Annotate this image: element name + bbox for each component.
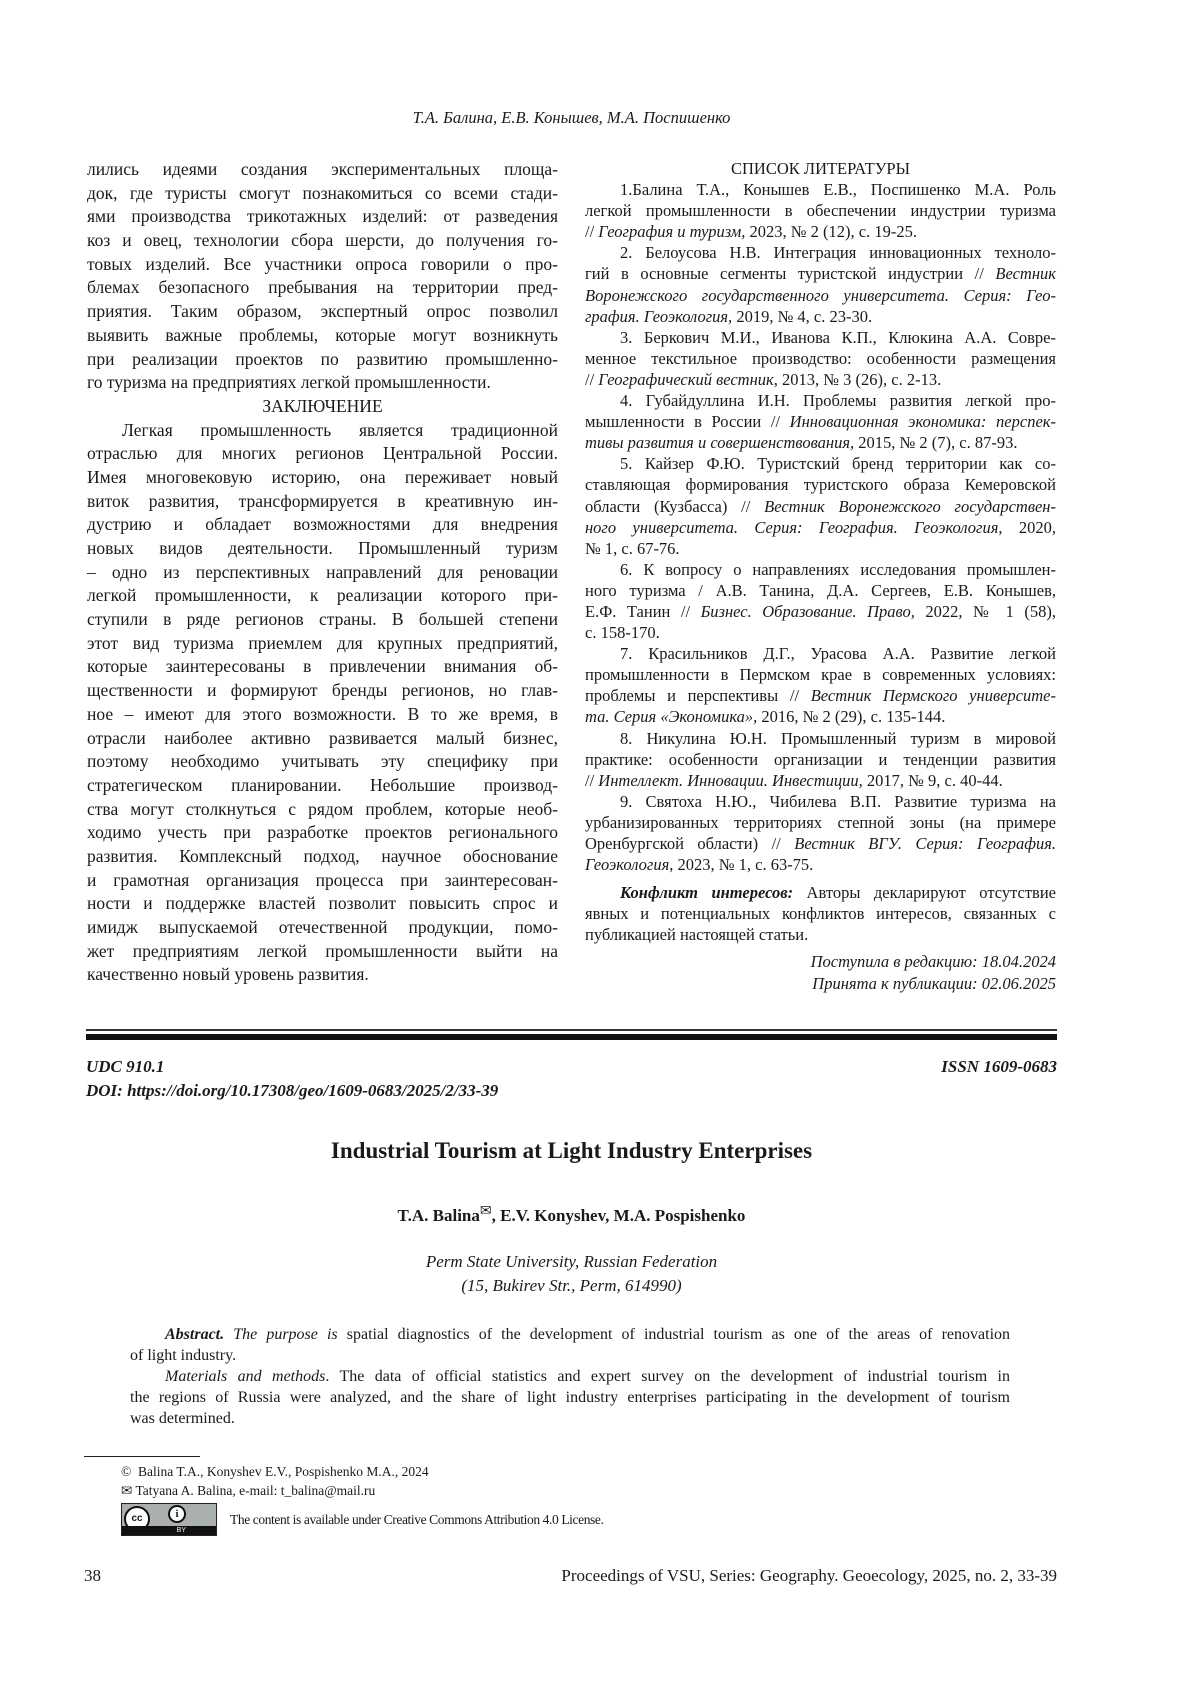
text-run: Materials and methods xyxy=(165,1368,325,1385)
abstract xyxy=(130,1324,1010,1429)
reference-line xyxy=(585,770,1056,791)
text-run: поэтому необходимо учитывать эту специфику при xyxy=(87,751,558,771)
text-run: , 2020, xyxy=(998,518,1056,537)
text-line xyxy=(87,466,558,490)
authors-rest: , E.V. Konyshev, M.A. Pospishenko xyxy=(492,1206,746,1225)
reference-line xyxy=(585,854,1056,875)
reference-line xyxy=(585,390,1056,411)
reference-line xyxy=(585,580,1056,601)
affiliation-address: (15, Bukirev Str., Perm, 614990) xyxy=(0,1276,1143,1296)
text-line xyxy=(87,727,558,751)
abstract-line xyxy=(130,1408,1010,1429)
article-authors xyxy=(0,1203,1143,1226)
text-run: мышленности в России // xyxy=(585,412,790,431)
text-line xyxy=(87,963,558,987)
reference-line xyxy=(585,453,1056,474)
text-run: 2016, № 2 (29), с. 135-144. xyxy=(757,707,945,726)
text-run: СПИСОК ЛИТЕРАТУРЫ xyxy=(731,159,910,178)
text-run: виток развития, трансформируется в креативную ин- xyxy=(87,491,558,511)
section-heading xyxy=(585,158,1056,179)
reference-line xyxy=(585,622,1056,643)
text-run: графия. Геоэкология, xyxy=(585,307,732,326)
text-run: 5. Кайзер Ф.Ю. Туристский бренд территории как со- xyxy=(620,454,1056,473)
text-run: промышленности в Пермском крае в современных условиях: xyxy=(585,665,1056,684)
cc-icon: cc xyxy=(124,1506,150,1532)
license-text: The content is available under Creative Commons Attribution 4.0 License. xyxy=(230,1512,603,1528)
text-run: выявить важные проблемы, которые могут возникнуть xyxy=(87,325,558,345)
attribution-person-icon: i xyxy=(168,1505,186,1523)
reference-line xyxy=(585,306,1056,327)
text-run: . The data of official statistics and expert survey on the development of industrial tourism in xyxy=(325,1368,1010,1385)
text-run: проблемы и перспективы // xyxy=(585,686,811,705)
text-line xyxy=(87,513,558,537)
text-run: 2017, № 9, с. 40-44. xyxy=(863,771,1003,790)
contact-text: Tatyana A. Balina, e-mail: t_balina@mail.ru xyxy=(135,1483,375,1498)
text-run: Вестник ВГУ. Серия: География. xyxy=(794,834,1056,853)
text-run: 1.Балина Т.А., Конышев Е.В., Поспишенко М.А. Роль xyxy=(620,180,1056,199)
spacer xyxy=(585,875,1056,882)
text-run: качественно новый уровень развития. xyxy=(87,964,369,984)
text-run: was determined. xyxy=(130,1410,235,1427)
text-line xyxy=(87,182,558,206)
reference-line xyxy=(585,903,1056,924)
reference-line xyxy=(585,559,1056,580)
text-run: тивы развития и совершенствования, xyxy=(585,433,854,452)
text-run: приятия. Таким образом, экспертный опрос позволил xyxy=(87,301,558,321)
text-run: ЗАКЛЮЧЕНИЕ xyxy=(262,396,382,416)
text-run: Вестник Пермского университе- xyxy=(811,686,1056,705)
text-run: ступили в ряде регионов страны. В большей степени xyxy=(87,609,558,629)
text-run: го туризма на предприятиях легкой промышленности. xyxy=(87,372,491,392)
text-run: the regions of Russia were analyzed, and the share of light industry enterprises participating in the development of tourism xyxy=(130,1389,1010,1406)
reference-line xyxy=(585,474,1056,495)
text-line xyxy=(87,608,558,632)
text-run: публикацией настоящей статьи. xyxy=(585,925,808,944)
text-run: урбанизированных территориях степной зоны (на примере xyxy=(585,813,1056,832)
text-run: , 2023, № 1, с. 63-75. xyxy=(669,855,813,874)
text-line xyxy=(87,632,558,656)
reference-line xyxy=(585,882,1056,903)
text-line xyxy=(87,655,558,679)
reference-line xyxy=(585,601,1056,622)
text-run: ное – имеют для этого возможности. В то же время, в xyxy=(87,704,558,724)
reference-line xyxy=(585,951,1056,972)
text-line xyxy=(87,537,558,561)
text-run: та. Серия «Экономика», xyxy=(585,707,757,726)
text-run: 2022, № 1 (58), xyxy=(915,602,1056,621)
text-line xyxy=(87,276,558,300)
text-run: 6. К вопросу о направлениях исследования промышлен- xyxy=(620,560,1056,579)
section-divider-thin xyxy=(86,1029,1057,1031)
text-run: of light industry. xyxy=(130,1347,236,1364)
text-run: с. 158-170. xyxy=(585,623,660,642)
text-line xyxy=(87,229,558,253)
running-head-authors: Т.А. Балина, Е.В. Конышев, М.А. Поспишенко xyxy=(0,108,1143,128)
abstract-line xyxy=(130,1345,1010,1366)
text-run: ставляющая формирования туристского образа Кемеровской xyxy=(585,475,1056,494)
reference-line xyxy=(585,221,1056,242)
text-run: 8. Никулина Ю.Н. Промышленный туризм в мировой xyxy=(620,729,1056,748)
text-line xyxy=(87,205,558,229)
section-divider-thick xyxy=(86,1034,1057,1040)
text-line xyxy=(87,419,558,443)
text-run: Имея многовековую историю, она переживает новый xyxy=(87,467,558,487)
by-label: BY xyxy=(122,1526,216,1535)
text-line xyxy=(87,750,558,774)
reference-line xyxy=(585,517,1056,538)
creative-commons-by-logo[interactable] xyxy=(121,1503,217,1536)
text-line xyxy=(87,679,558,703)
reference-line xyxy=(585,685,1056,706)
text-run: ного туризма / А.В. Танина, Д.А. Сергеев, Е.В. Конышев, xyxy=(585,581,1056,600)
text-line xyxy=(87,324,558,348)
reference-line xyxy=(585,749,1056,770)
text-run: лились идеями создания экспериментальных площа- xyxy=(87,159,558,179)
text-run: ства могут столкнуться с рядом проблем, которые необ- xyxy=(87,799,558,819)
abstract-line xyxy=(130,1324,1010,1345)
text-run: дустрию и обладает возможностями для внедрения xyxy=(87,514,558,534)
text-run: отрасли наиболее активно развивается малый бизнес, xyxy=(87,728,558,748)
text-run: № 1, с. 67-76. xyxy=(585,539,680,558)
text-run: Воронежского государственного университета. Серия: Гео- xyxy=(585,286,1056,305)
text-line xyxy=(87,158,558,182)
text-run: этот вид туризма приемлем для крупных предприятий, xyxy=(87,633,558,653)
text-line xyxy=(87,300,558,324)
journal-citation: Proceedings of VSU, Series: Geography. Geoecology, 2025, no. 2, 33-39 xyxy=(561,1566,1057,1586)
text-run: ходимо учесть при разработке проектов регионального xyxy=(87,822,558,842)
text-run: легкой промышленности в обеспечении индустрии туризма xyxy=(585,201,1056,220)
mail-icon: ✉ xyxy=(121,1483,132,1498)
text-run: блемах безопасного пребывания на территории пред- xyxy=(87,277,558,297)
text-run: Оренбургской области) // xyxy=(585,834,794,853)
text-run: при реализации проектов по развитию промышленно- xyxy=(87,349,558,369)
text-run: 4. Губайдуллина И.Н. Проблемы развития легкой про- xyxy=(620,391,1056,410)
section-heading xyxy=(87,395,558,419)
text-run: развития. Комплексный подход, научное обоснование xyxy=(87,846,558,866)
text-run: 2015, № 2 (7), с. 87-93. xyxy=(854,433,1017,452)
reference-line xyxy=(585,179,1056,200)
text-run: и грамотная организация процесса при заинтересован- xyxy=(87,870,558,890)
text-run xyxy=(224,1326,233,1343)
text-run: , 2013, № 3 (26), с. 2-13. xyxy=(774,370,941,389)
text-run: 2019, № 4, с. 23-30. xyxy=(732,307,872,326)
text-run: Географический вестник xyxy=(598,370,773,389)
text-run: гий в основные сегменты туристской индустрии // xyxy=(585,264,995,283)
text-run: док, где туристы смогут познакомиться со всеми стади- xyxy=(87,183,558,203)
text-run: щественности и формируют бренды регионов, но глав- xyxy=(87,680,558,700)
text-run: Принята к публикации: 02.06.2025 xyxy=(812,974,1056,993)
text-line xyxy=(87,561,558,585)
text-run: новых видов деятельности. Промышленный туризм xyxy=(87,538,558,558)
left-column-text xyxy=(87,158,558,987)
reference-line xyxy=(585,833,1056,854)
text-line xyxy=(87,584,558,608)
text-run: отраслью для многих регионов Центральной России. xyxy=(87,443,558,463)
text-run: Авторы декларируют отсутствие xyxy=(793,883,1056,902)
text-run: ности и поддержке властей позволит повысить спрос и xyxy=(87,893,558,913)
text-run: коз и овец, технологии сбора шерсти, до получения го- xyxy=(87,230,558,250)
text-run: практике: особенности организации и тенденции развития xyxy=(585,750,1056,769)
text-run: товых изделий. Все участники опроса говорили о про- xyxy=(87,254,558,274)
text-run: Вестник Воронежского государствен- xyxy=(764,497,1056,516)
text-run: 9. Святоха Н.Ю., Чибилева В.П. Развитие туризма на xyxy=(620,792,1056,811)
text-run: явных и потенциальных конфликтов интересов, связанных с xyxy=(585,904,1056,923)
copyright-text: Balina T.A., Konyshev E.V., Pospishenko M.A., 2024 xyxy=(138,1464,429,1479)
reference-line xyxy=(585,924,1056,945)
text-line xyxy=(87,703,558,727)
copyright-icon: © xyxy=(121,1464,131,1479)
reference-line xyxy=(585,664,1056,685)
abstract-line xyxy=(130,1366,1010,1387)
text-run: Бизнес. Образование. Право, xyxy=(701,602,915,621)
text-line xyxy=(87,442,558,466)
text-run: Конфликт интересов: xyxy=(620,883,793,902)
text-run: ями производства трикотажных изделий: от разведения xyxy=(87,206,558,226)
text-run: Вестник xyxy=(995,264,1056,283)
copyright-footnote xyxy=(121,1464,429,1480)
text-run: легкой промышленности, к реализации которого при- xyxy=(87,585,558,605)
text-run: Легкая промышленность является традиционной xyxy=(122,420,558,440)
text-line xyxy=(87,821,558,845)
reference-line xyxy=(585,242,1056,263)
text-line xyxy=(87,371,558,395)
mail-icon: ✉ xyxy=(480,1204,492,1219)
footnote-rule xyxy=(84,1456,200,1457)
text-run: 2023, № 2 (12), с. 19-25. xyxy=(745,222,917,241)
reference-line xyxy=(585,285,1056,306)
page-number: 38 xyxy=(84,1566,101,1586)
text-line xyxy=(87,892,558,916)
text-run: менное текстильное производство: особенности размещения xyxy=(585,349,1056,368)
reference-line xyxy=(585,812,1056,833)
article-title: Industrial Tourism at Light Industry Enterprises xyxy=(0,1138,1143,1164)
text-run: которые заинтересованы в привлечении внимания об- xyxy=(87,656,558,676)
text-run: Геоэкология xyxy=(585,855,669,874)
reference-line xyxy=(585,728,1056,749)
text-run: жет предприятиям легкой промышленности выйти на xyxy=(87,941,558,961)
reference-line xyxy=(585,496,1056,517)
text-run: – одно из перспективных направлений для реновации xyxy=(87,562,558,582)
text-run: области (Кузбасса) // xyxy=(585,497,764,516)
reference-line xyxy=(585,327,1056,348)
text-run: ного университета. Серия: География. Геоэкология xyxy=(585,518,998,537)
text-run: Е.Ф. Танин // xyxy=(585,602,701,621)
text-run: Поступила в редакцию: 18.04.2024 xyxy=(811,952,1056,971)
reference-line xyxy=(585,706,1056,727)
text-run: 7. Красильников Д.Г., Урасова А.А. Развитие легкой xyxy=(620,644,1056,663)
text-line xyxy=(87,798,558,822)
reference-line xyxy=(585,200,1056,221)
text-line xyxy=(87,348,558,372)
text-run: стратегическом планировании. Небольшие производ- xyxy=(87,775,558,795)
text-line xyxy=(87,774,558,798)
right-column-references xyxy=(585,158,1056,994)
text-line xyxy=(87,845,558,869)
affiliation: Perm State University, Russian Federation xyxy=(0,1252,1143,1272)
reference-line xyxy=(585,348,1056,369)
text-run: The purpose is xyxy=(233,1326,337,1343)
text-run: Abstract. xyxy=(165,1326,224,1343)
text-run: Инновационная экономика: перспек- xyxy=(790,412,1056,431)
text-run: Интеллект. Инновации. Инвестиции, xyxy=(598,771,863,790)
text-run: имидж выпускаемой отечественной продукции, помо- xyxy=(87,917,558,937)
author-first: T.A. Balina xyxy=(398,1206,480,1225)
reference-line xyxy=(585,263,1056,284)
text-line xyxy=(87,869,558,893)
doi-link[interactable]: DOI: https://doi.org/10.17308/geo/1609-0683/2025/2/33-39 xyxy=(86,1081,498,1101)
text-run: География и туризм, xyxy=(598,222,745,241)
abstract-line xyxy=(130,1387,1010,1408)
reference-line xyxy=(585,369,1056,390)
text-run: // xyxy=(585,222,598,241)
text-line xyxy=(87,490,558,514)
text-run: 3. Беркович М.И., Иванова К.П., Клюкина А.А. Совре- xyxy=(620,328,1056,347)
text-run: spatial diagnostics of the development of industrial tourism as one of the areas of renovation xyxy=(338,1326,1010,1343)
text-line xyxy=(87,253,558,277)
reference-line xyxy=(585,791,1056,812)
reference-line xyxy=(585,432,1056,453)
reference-line xyxy=(585,643,1056,664)
text-run: // xyxy=(585,370,598,389)
reference-line xyxy=(585,538,1056,559)
reference-line xyxy=(585,973,1056,994)
reference-line xyxy=(585,411,1056,432)
text-line xyxy=(87,940,558,964)
text-run: // xyxy=(585,771,598,790)
text-run: 2. Белоусова Н.В. Интеграция инновационных техноло- xyxy=(620,243,1056,262)
text-line xyxy=(87,916,558,940)
issn: ISSN 1609-0683 xyxy=(941,1057,1057,1077)
udc-code: UDC 910.1 xyxy=(86,1057,164,1077)
contact-footnote xyxy=(121,1483,375,1499)
